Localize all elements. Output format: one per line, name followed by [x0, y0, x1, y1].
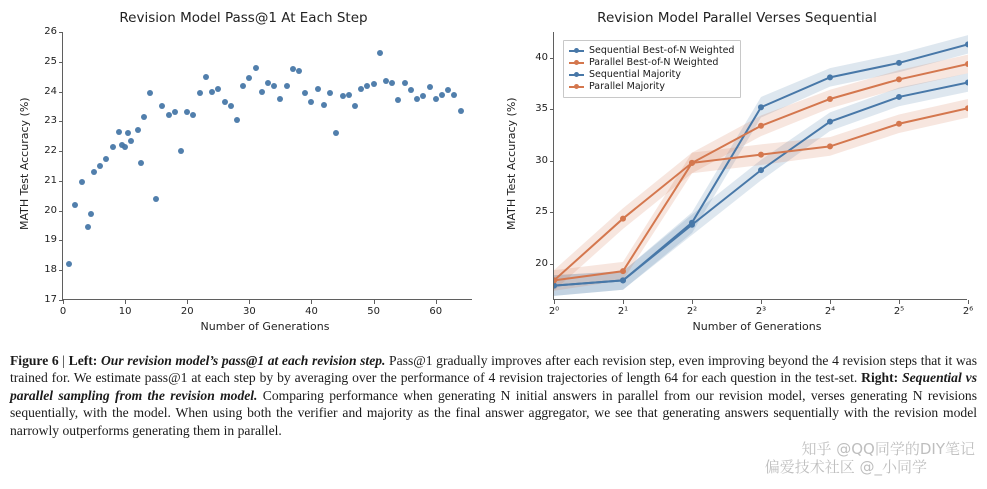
left-x-tick-label: 20 — [180, 306, 194, 317]
right-y-tick-label: 25 — [535, 206, 548, 218]
caption-right-bold: Right: — [861, 370, 899, 386]
scatter-point — [284, 83, 290, 89]
legend-label: Sequential Majority — [589, 69, 681, 80]
left-x-tick-label: 30 — [242, 306, 256, 317]
scatter-point — [110, 144, 116, 150]
scatter-point — [259, 89, 265, 95]
left-x-tick-label: 10 — [118, 306, 132, 317]
legend-swatch-icon — [569, 74, 584, 76]
right-x-tick-label: 2⁶ — [962, 306, 974, 317]
right-chart-legend — [563, 40, 741, 98]
scatter-point — [88, 211, 94, 217]
legend-swatch-icon — [569, 62, 584, 64]
left-chart-panel — [0, 0, 487, 345]
scatter-point — [427, 84, 433, 90]
caption-left-italic: Our revision model’s pass@1 at each revision step. — [100, 353, 386, 368]
right-x-tick-label: 2¹ — [617, 306, 629, 317]
watermark-line-2: 偏爱技术社区 @_小同学 — [764, 458, 927, 476]
scatter-point — [222, 99, 228, 105]
scatter-point — [184, 109, 190, 115]
scatter-point — [72, 202, 78, 208]
scatter-point — [371, 81, 377, 87]
right-x-tick — [554, 300, 555, 304]
scatter-point — [215, 86, 221, 92]
scatter-point — [420, 93, 426, 99]
series-point — [758, 123, 764, 129]
left-y-tick — [59, 62, 63, 63]
scatter-point — [153, 196, 159, 202]
series-point — [896, 121, 902, 127]
scatter-point — [97, 163, 103, 169]
left-x-tick-label: 60 — [429, 306, 443, 317]
left-x-tick-label: 50 — [367, 306, 380, 317]
right-y-tick-label: 35 — [535, 103, 548, 115]
series-point — [758, 152, 764, 158]
scatter-point — [383, 78, 389, 84]
left-y-tick — [59, 121, 63, 122]
left-x-axis-label: Number of Generations — [200, 320, 330, 333]
legend-item[interactable] — [569, 57, 734, 69]
legend-swatch-icon — [569, 86, 584, 88]
left-plot-area — [44, 26, 472, 317]
scatter-point — [445, 87, 451, 93]
scatter-point — [159, 103, 165, 109]
scatter-point — [458, 108, 464, 114]
scatter-point — [352, 103, 358, 109]
left-x-tick-label: 40 — [305, 306, 318, 317]
caption-right-text: Comparing performance when generating N initial answers in parallel from our revision model, verses generating N revisions sequentially, with the model. When using both the verifier and majority as the final answer aggregator, we see that generating answers sequentially with the revision model narrowly outperforms generating them in parallel. — [10, 387, 977, 438]
scatter-point — [439, 92, 445, 98]
series-point — [758, 104, 764, 110]
caption-separator: | — [58, 353, 69, 368]
figure-caption — [10, 352, 977, 439]
left-y-tick — [59, 270, 63, 271]
left-y-tick-label: 17 — [44, 294, 57, 305]
left-chart-title: Revision Model Pass@1 At Each Step — [119, 10, 368, 26]
scatter-point — [91, 169, 97, 175]
scatter-point — [234, 117, 240, 123]
scatter-point — [85, 224, 91, 230]
left-y-tick-label: 22 — [44, 145, 57, 157]
caption-left-bold: Left: — [68, 353, 98, 368]
right-x-tick-label: 2³ — [755, 306, 767, 317]
caption-figure-label: Figure 6 — [10, 353, 59, 368]
scatter-point — [302, 90, 308, 96]
scatter-point — [327, 90, 333, 96]
right-x-axis-label: Number of Generations — [692, 320, 822, 333]
scatter-point — [408, 87, 414, 93]
scatter-point — [321, 102, 327, 108]
left-x-tick — [311, 300, 312, 304]
scatter-point — [172, 109, 178, 115]
scatter-point — [125, 130, 131, 136]
scatter-point — [364, 83, 370, 89]
left-y-tick — [59, 211, 63, 212]
scatter-point — [308, 99, 314, 105]
scatter-point — [209, 89, 215, 95]
caption-right-italic: Sequential vs parallel sampling from the revision model. — [10, 370, 977, 403]
left-y-tick-label: 23 — [44, 115, 57, 127]
series-point — [620, 268, 626, 274]
right-y-axis-label: MATH Test Accuracy (%) — [505, 97, 518, 230]
right-x-tick-label: 2⁰ — [548, 306, 560, 317]
right-x-tick-label: 2² — [686, 306, 698, 317]
scatter-point — [377, 50, 383, 56]
right-chart-title: Revision Model Parallel Verses Sequential — [597, 10, 877, 26]
scatter-point — [389, 80, 395, 86]
scatter-point — [271, 83, 277, 89]
left-y-tick — [59, 151, 63, 152]
scatter-point — [122, 144, 128, 150]
scatter-point — [141, 114, 147, 120]
series-point — [827, 119, 833, 125]
series-point — [827, 74, 833, 80]
series-point — [620, 277, 626, 283]
left-y-axis-label: MATH Test Accuracy (%) — [18, 97, 31, 230]
scatter-point — [128, 138, 134, 144]
left-y-tick-label: 24 — [44, 85, 57, 97]
scatter-point — [66, 261, 72, 267]
scatter-point — [315, 86, 321, 92]
scatter-point — [358, 86, 364, 92]
right-x-tick — [692, 300, 693, 304]
scatter-point — [197, 90, 203, 96]
legend-label: Parallel Best-of-N Weighted — [589, 57, 719, 68]
scatter-point — [451, 92, 457, 98]
legend-item[interactable] — [569, 45, 734, 57]
scatter-point — [166, 112, 172, 118]
legend-item[interactable] — [569, 81, 734, 93]
right-x-tick — [968, 300, 969, 304]
left-x-tick — [374, 300, 375, 304]
caption-left-text: Pass@1 gradually improves after each revision step, even improving beyond the 4 revision steps that it was trained for. We estimate pass@1 at each step by by averaging over the performance of 4 revision trajectories of length 64 for each question in the test-set. — [10, 353, 978, 386]
legend-item[interactable] — [569, 69, 734, 81]
right-y-tick-label: 40 — [535, 51, 548, 63]
scatter-point — [103, 156, 109, 162]
right-x-tick — [899, 300, 900, 304]
series-point — [689, 160, 695, 166]
scatter-point — [203, 74, 209, 80]
series-point — [827, 143, 833, 149]
left-y-tick — [59, 32, 63, 33]
watermark-line-1: 知乎 @QQ同学的DIY笔记 — [801, 440, 975, 458]
series-point — [896, 94, 902, 100]
scatter-point — [333, 130, 339, 136]
right-x-tick — [623, 300, 624, 304]
left-y-tick-label: 26 — [44, 26, 57, 37]
legend-label: Parallel Majority — [589, 81, 665, 92]
left-x-tick-label: 0 — [59, 306, 67, 317]
left-y-tick — [59, 240, 63, 241]
scatter-point — [147, 90, 153, 96]
right-x-tick-label: 2⁵ — [893, 306, 905, 317]
scatter-point — [79, 179, 85, 185]
scatter-point — [190, 112, 196, 118]
scatter-point — [296, 68, 302, 74]
left-x-tick — [63, 300, 64, 304]
right-x-tick-label: 2⁴ — [824, 306, 836, 317]
left-y-tick-label: 21 — [44, 174, 57, 186]
left-x-tick — [125, 300, 126, 304]
right-y-tick-label: 30 — [535, 154, 548, 166]
scatter-point — [246, 75, 252, 81]
left-y-tick-label: 25 — [44, 55, 57, 67]
scatter-point — [138, 160, 144, 166]
scatter-point — [240, 83, 246, 89]
series-point — [689, 222, 695, 228]
right-chart-panel — [487, 0, 987, 345]
scatter-point — [340, 93, 346, 99]
scatter-point — [402, 80, 408, 86]
scatter-point — [346, 92, 352, 98]
scatter-point — [395, 97, 401, 103]
left-x-tick — [249, 300, 250, 304]
scatter-point — [253, 65, 259, 71]
left-y-tick — [59, 181, 63, 182]
left-x-tick — [436, 300, 437, 304]
left-x-tick — [187, 300, 188, 304]
right-x-tick — [761, 300, 762, 304]
scatter-point — [414, 96, 420, 102]
scatter-point — [135, 127, 141, 133]
left-y-tick-label: 18 — [44, 264, 57, 276]
scatter-point — [277, 96, 283, 102]
scatter-point — [433, 96, 439, 102]
scatter-point — [290, 66, 296, 72]
scatter-point — [265, 80, 271, 86]
legend-label: Sequential Best-of-N Weighted — [589, 45, 735, 56]
right-x-tick — [830, 300, 831, 304]
scatter-point — [116, 129, 122, 135]
scatter-point — [228, 103, 234, 109]
series-point — [758, 167, 764, 173]
legend-swatch-icon — [569, 50, 584, 52]
left-y-tick — [59, 92, 63, 93]
left-y-tick-label: 19 — [44, 234, 57, 246]
series-point — [827, 96, 833, 102]
series-point — [896, 76, 902, 82]
series-point — [896, 60, 902, 66]
series-point — [620, 216, 626, 222]
left-y-tick-label: 20 — [44, 204, 57, 216]
scatter-point — [178, 148, 184, 154]
right-y-tick-label: 20 — [535, 257, 548, 269]
